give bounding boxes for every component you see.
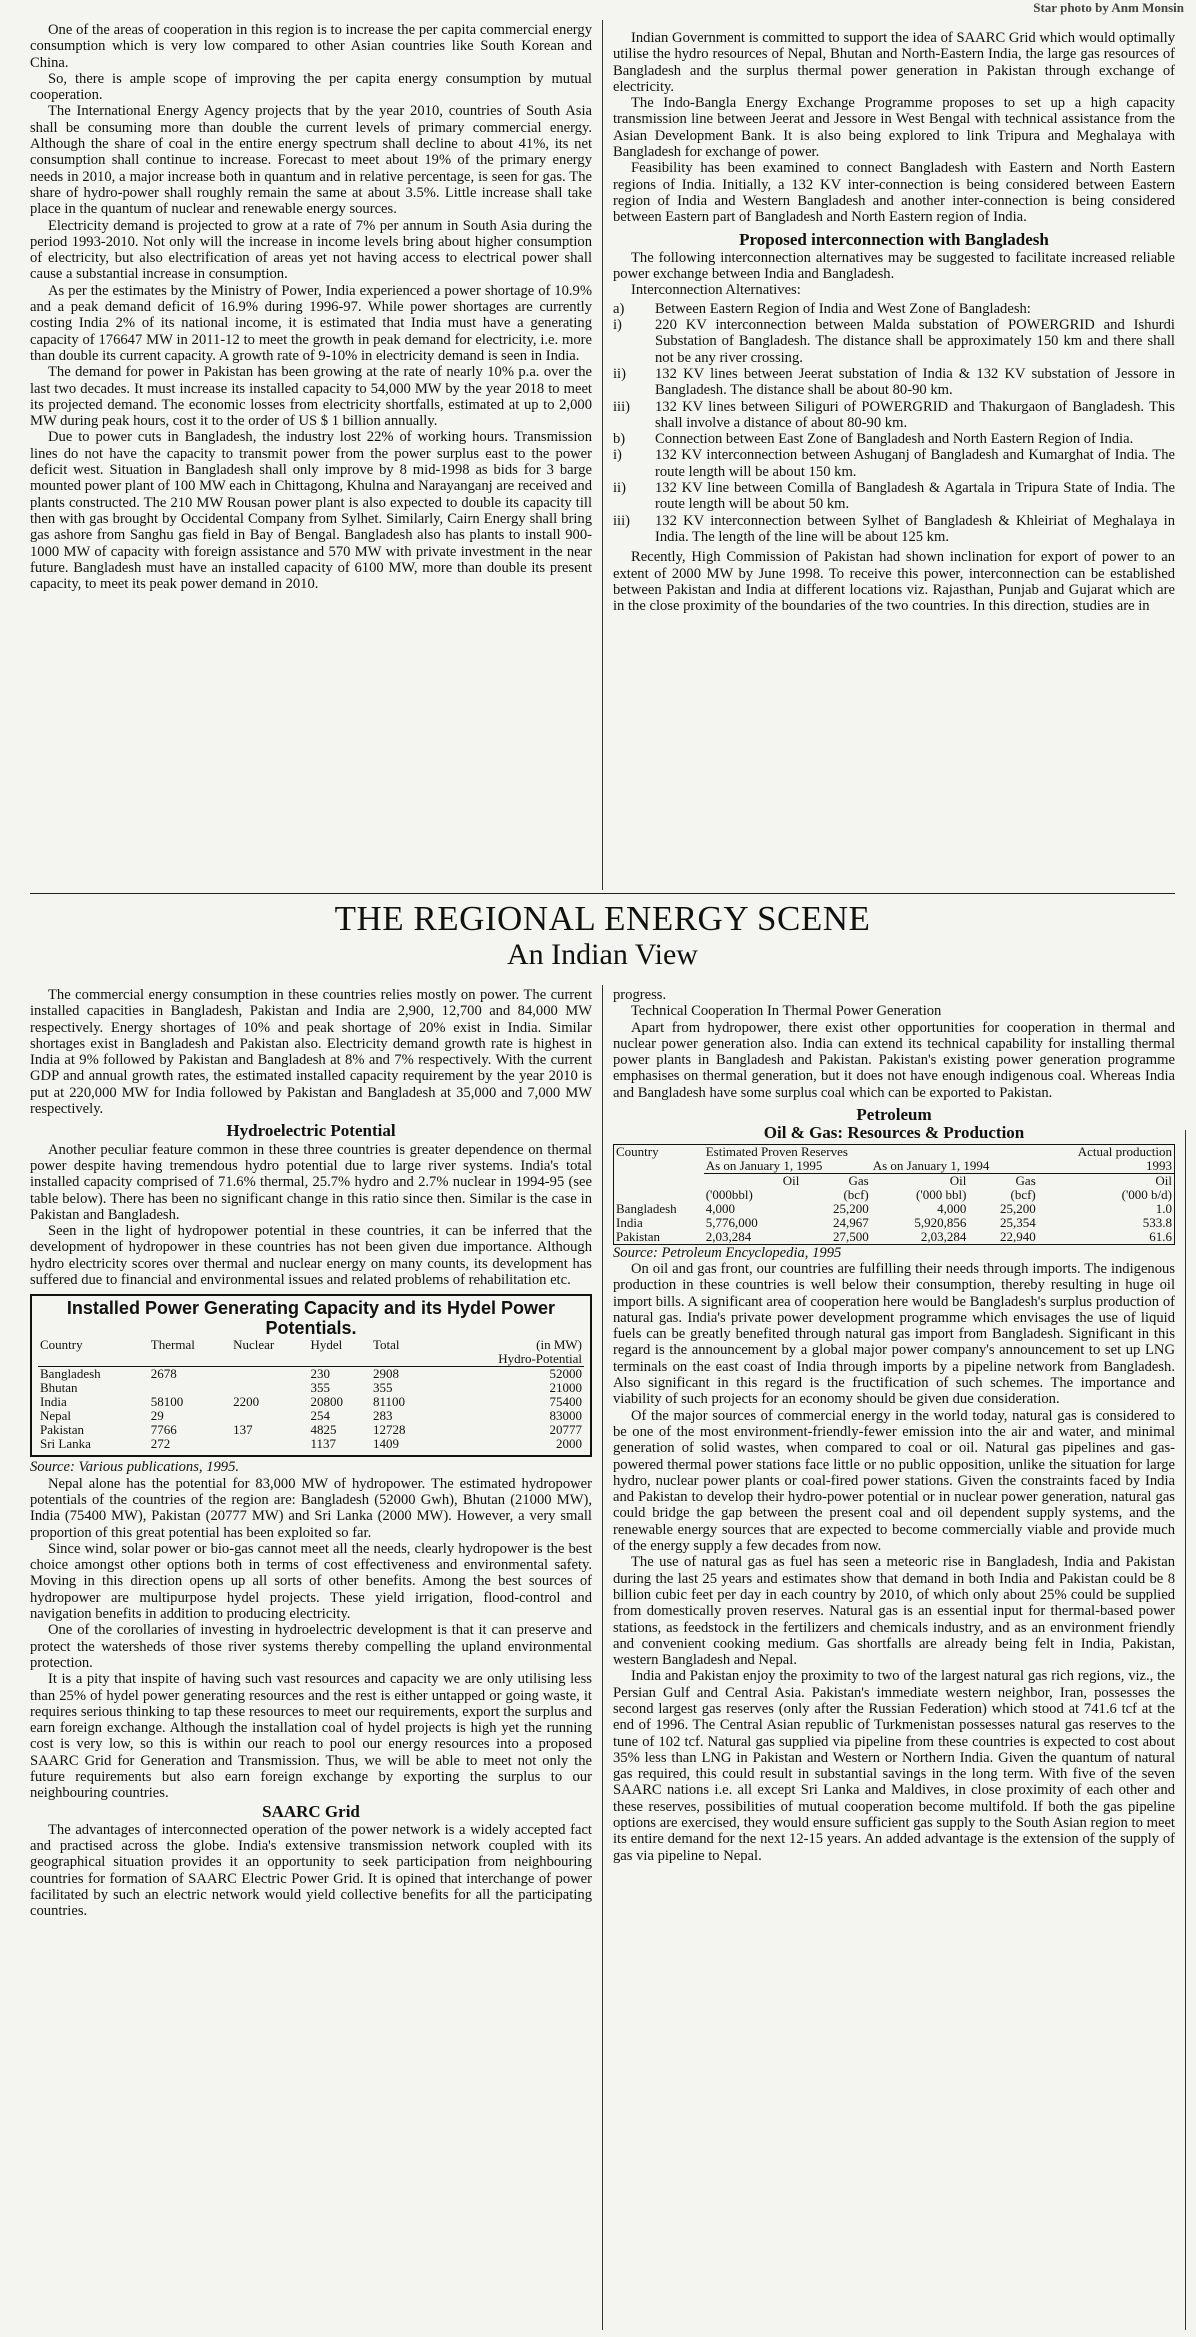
table-unit: ('000 bbl) (916, 1186, 967, 1202)
table-row (38, 1381, 584, 1395)
paragraph: progress. (613, 987, 667, 1003)
table-header: Potential (535, 1351, 582, 1367)
table-cell: 25,354 (1000, 1214, 1036, 1230)
item-text: 132 KV line between Comilla of Bangladesh & Agartala in Tripura State of India. The route length will be about 50 km. (655, 480, 1175, 513)
table-header: As on January 1, 1995 (704, 1159, 871, 1174)
alternatives-list (613, 301, 1175, 545)
list-item (613, 317, 1175, 366)
table-row (38, 1423, 584, 1437)
paragraph: So, there is ample scope of improving the per capita energy consumption by mutual cooperation. (30, 70, 592, 104)
table-cell: 137 (233, 1422, 253, 1438)
table-header: Country (38, 1338, 149, 1367)
table-header (434, 1338, 584, 1367)
table-row (614, 1230, 1175, 1245)
table-cell: 2200 (233, 1394, 260, 1410)
table-cell: Nepal (40, 1408, 72, 1424)
table-cell: 61.6 (1149, 1228, 1172, 1244)
paragraph: Due to power cuts in Bangladesh, the industry lost 22% of working hours. Transmission lines do not have the capacity to transmit power from the power surplus east to the power deficit west. Situation in Bangladesh shall only improve by 8 mid-1998 as bids for 3 barge mounted power plant of 100 MW each in Chittagong, Khulna and Narayanganj are received and plants constructed. The 210 MW Rousan power plant is also expected to double its capacity till then with gas brought by Occidental Company from Sylhet. Similarly, Cairn Energy shall bring gas ashore from Sanghu gas field in Bay of Bengal. Bangladesh also has plants to install 900-1000 MW of capacity with foreign assistance and 570 MW with private investment in the near future. Bangladesh must have an installed capacity of 6100 MW, more than double its present capacity, to meet its peak power demand in 2010. (30, 429, 592, 593)
top-left-column (30, 22, 592, 592)
article-title: THE REGIONAL ENERGY SCENE (334, 899, 871, 938)
table-header: Nuclear (231, 1338, 308, 1367)
table-cell: 20777 (549, 1422, 582, 1438)
paragraph: As per the estimates by the Ministry of Power, India experienced a power shortage of 10.9% and a peak demand deficit of 16.9% during 1996-97. While power shortages are currently costing India 2% of its national income, it is estimated that India must have a generating capacity of 176647 MW in 2011-12 to meet the growth in peak demand for electricity, i.e. more than double its current capacity. A growth rate of 9-10% in electricity demand is seen in India. (30, 282, 592, 364)
article-banner (30, 900, 1175, 972)
list-item (613, 431, 1175, 447)
table-header: Oil (782, 1172, 800, 1188)
list-item (613, 513, 1175, 546)
table-cell: Bangladesh (40, 1366, 101, 1382)
table-cell: 283 (373, 1408, 393, 1424)
bottom-left-column (30, 987, 592, 1920)
photo-credit: Star photo by Anm Monsin (1033, 0, 1184, 15)
item-label: ii) (613, 365, 626, 382)
table-cell (231, 1367, 308, 1382)
alternatives-title: Interconnection Alternatives: (631, 282, 801, 299)
paragraph: The advantages of interconnected operation of the power network is a widely accepted fact and practised across the globe. India's extensive transmission network coupled with its geographical situation provides it an opportunity to seek participation from neighbouring countries for formation of SAARC Electric Power Grid. It is opined that interchange of power facilitated by such an electric network would yield collective benefits for all the participating countries. (30, 1821, 592, 1920)
table-cell: 25,200 (1000, 1200, 1036, 1216)
paragraph: Nepal alone has the potential for 83,000 MW of hydropower. The estimated hydropower potentials of the countries of the region are: Bangladesh (52000 Gwh), Bhutan (21000 MW), India (75400 MW), Pakistan (20777 MW) and Sri Lanka (2000 MW). However, a very small proportion of this great potential has been exploited so far. (30, 1475, 592, 1541)
table-cell: 58100 (150, 1394, 184, 1410)
hydel-table-title: Installed Power Generating Capacity and its Hydel Power Potentials. (66, 1298, 556, 1339)
item-label: ii) (613, 480, 626, 497)
paragraph: Feasibility has been examined to connect Bangladesh with Eastern and North Eastern regions of India. Initially, a 132 KV inter-connection is being considered between Eastern region of India and Western Bangladesh and another inter-connection is being considered between Eastern part of Bangladesh and North Eastern region of India. (613, 160, 1175, 226)
item-label: a) (613, 300, 625, 317)
item-label: i) (613, 317, 622, 334)
table-cell: 355 (373, 1380, 393, 1396)
table-cell: 81100 (373, 1394, 406, 1410)
paragraph: The commercial energy consumption in these countries relies mostly on power. The current installed capacities in Bangladesh, Pakistan and India are 2,900, 12,700 and 84,000 MW respectively. Energy shortages of 10% and peak shortage of 20% exist in India. Similar shortages exist in Bangladesh and Pakistan also. Electricity demand growth rate is highest in India at 9% followed by Pakistan and Bangladesh at 8% and 7% respectively. With the current GDP and annual growth rates, the estimated installed capacity requirement by the year 2010 is put at 220,000 MW for India followed by Pakistan and Bangladesh at 35,000 and 7,000 MW respectively. (30, 987, 592, 1118)
table-cell: 1.0 (1155, 1200, 1172, 1216)
table-cell: 75400 (549, 1394, 582, 1410)
table-row (614, 1202, 1175, 1216)
table-unit: (bcf) (1010, 1186, 1036, 1202)
table-cell: 355 (310, 1380, 330, 1396)
paragraph: Seen in the light of hydropower potential in these countries, it can be inferred that the development of hydropower in these countries has not been given due importance. Although hydro electricity scores over thermal and nuclear energy on many counts, its development has suffered due to financial and environmental issues and related problems of rehabilitation etc. (30, 1223, 592, 1289)
table-unit: (in MW) (536, 1337, 582, 1353)
table-cell (231, 1437, 308, 1451)
table-header: Gas (848, 1172, 869, 1188)
table-cell: Bangladesh (616, 1200, 677, 1216)
table-cell: 2000 (556, 1436, 582, 1452)
table-unit: ('000 b/d) (1121, 1186, 1172, 1202)
item-text: Between Eastern Region of India and West Zone of Bangladesh: (655, 300, 1031, 317)
table-cell: 272 (150, 1436, 171, 1452)
paragraph: Another peculiar feature common in these three countries is greater dependence on thermal power despite having tremendous hydro potential due to large river systems. India's total installed capacity comprised of 71.6% thermal, 25.7% hydro and 2.7% nuclear in 1994-95 (see table below). There has been no significant change in this ratio since then. Similar is the case in Pakistan and Bangladesh. (30, 1141, 592, 1223)
table-cell: 5,776,000 (705, 1214, 758, 1230)
bottom-right-column (613, 987, 1175, 1864)
paragraph: One of the corollaries of investing in hydroelectric development is that it can preserve and protect the watersheds of those river systems thereby compelling the upland environmental protection. (30, 1622, 592, 1671)
paragraph: Apart from hydropower, there exist other opportunities for cooperation in thermal and nuclear power generation also. India can extend its technical capability for installing thermal power plants in Bangladesh and Pakistan. Pakistan's existing power generation programme emphasises on thermal generation, but it does not have enough indigenous coal. Whereas India and Bangladesh have some surplus coal which can be exported to Pakistan. (613, 1019, 1175, 1101)
table-row (38, 1395, 584, 1409)
item-label: b) (613, 431, 626, 448)
paragraph: Recently, High Commission of Pakistan had shown inclination for export of power to an extent of 2000 MW by June 1998. To receive this power, interconnection can be established between Pakistan and India at different locations viz. Rajasthan, Punjab and Gujarat which are in the close proximity of the boundaries of the two countries. In this direction, studies are in (613, 549, 1175, 615)
table-cell: 2678 (150, 1366, 177, 1382)
item-label: iii) (613, 398, 631, 415)
list-item (613, 366, 1175, 399)
table-header: Country (616, 1143, 659, 1159)
table-cell: Bhutan (40, 1380, 78, 1396)
table-cell: Pakistan (616, 1228, 661, 1244)
paragraph: On oil and gas front, our countries are fulfilling their needs through imports. The indigenous production in these countries is well below their consumption, thereby resulting in huge oil import bills. A significant area of cooperation here would be Bangladesh's surplus production of natural gas. India's private power development programme which envisages the use of liquid fuels can be greatly benefited through natural gas import from Bangladesh. Significant in this regard is the announcement by a global major power company's announcement to set up LNG terminals on the east coast of India through imports by a pipeline network from Bangladesh. Also significant in this regard is the fructification of such schemes. The importance and viability of such projects for an economy should be given due consideration. (613, 1260, 1175, 1408)
item-label: iii) (613, 512, 631, 529)
table-source: Source: Various publications, 1995. (30, 1459, 240, 1476)
list-item (613, 480, 1175, 513)
table-cell: 5,920,856 (914, 1214, 967, 1230)
table-cell: 27,500 (832, 1228, 869, 1244)
table-header: Actual production (1077, 1143, 1172, 1159)
paragraph: India and Pakistan enjoy the proximity to two of the largest natural gas rich regions, viz., the Persian Gulf and Central Asia. Pakistan's immediate western neighbor, Iran, possesses the second largest gas reserves (only after the Russian Federation) which stood at 741.6 tcf at the end of 1996. The Central Asian republic of Turkmenistan possesses natural gas reserves to the tune of 102 tcf. Natural gas supplied via pipeline from these countries is expected to cost about 35% less than LNG in Pakistan and Western or Northern India. Given the quantum of natural gas required, this could result in substantial savings in the long term. With five of the seven SAARC nations i.e. all except Sri Lanka and Maldives, in close proximity of each other and these reserves, possibilities of mutual cooperation become multifold. If both the gas pipeline options are exercised, they would ensure sufficient gas supply to the South Asian region to meet its entire demand for the next 12-15 years. An added advantage is the extension of the supply of gas via pipeline to Nepal. (613, 1668, 1175, 1864)
table-cell: 1409 (373, 1436, 400, 1452)
hydel-table (38, 1338, 584, 1451)
item-text: 132 KV interconnection between Ashuganj of Bangladesh and Kumarghat of India. The route length will be about 150 km. (655, 447, 1175, 480)
table-cell: 24,967 (832, 1214, 869, 1230)
table-cell: 83000 (549, 1408, 582, 1424)
column-divider-bottom (602, 985, 603, 2330)
table-header: Oil (949, 1172, 967, 1188)
table-cell (231, 1381, 308, 1395)
interconnection-heading: Proposed interconnection with Bangladesh (739, 229, 1049, 249)
paragraph: The following interconnection alternatives may be suggested to facilitate increased reliable power exchange between India and Bangladesh. (613, 249, 1175, 283)
table-cell (231, 1409, 308, 1423)
banner-rule-top (30, 893, 1175, 894)
table-cell: 4825 (310, 1422, 337, 1438)
table-cell: 2908 (373, 1366, 400, 1382)
paragraph: The use of natural gas as fuel has seen a meteoric rise in Bangladesh, India and Pakistan during the last 25 years and estimates show that demand in both India and Pakistan could be 8 billion cubic feet per day in each country by 2010, of which only about 25% could be supplied from domestically proven reserves. Natural gas is an essential input for thermal-based power stations, as feedstock in the fertilizers and chemicals industry, and as an environment friendly and convenient cooking medium. Gas shortfalls are already being felt in India, Pakistan, western Bangladesh and Nepal. (613, 1554, 1175, 1669)
paragraph: Indian Government is committed to support the idea of SAARC Grid which would optimally utilise the hydro resources of Nepal, Bhutan and North-Eastern India, the large gas resources of Bangladesh and the surplus thermal power generation in Pakistan through exchange of electricity. (613, 30, 1175, 95)
table-cell: Pakistan (40, 1422, 85, 1438)
table-header: 1993 (1038, 1159, 1175, 1174)
item-label: i) (613, 447, 622, 464)
table-cell: 2,03,284 (920, 1228, 967, 1244)
table-cell: 29 (150, 1408, 164, 1424)
table-header: Gas (1015, 1172, 1036, 1188)
item-text: 220 KV interconnection between Malda substation of POWERGRID and Ishurdi Substation of Bangladesh. The distance shall be approximately 150 km and there shall not be any river crossing. (655, 317, 1175, 366)
table-cell: 12728 (373, 1422, 406, 1438)
table-header: Estimated Proven Reserves (705, 1143, 848, 1159)
table-cell: 25,200 (832, 1200, 869, 1216)
table-cell: 533.8 (1142, 1214, 1172, 1230)
table-cell: Sri Lanka (40, 1436, 91, 1452)
table-unit: ('000bbl) (705, 1186, 753, 1202)
table-cell: 4,000 (937, 1200, 967, 1216)
item-text: 132 KV lines between Jeerat substation of India & 132 KV substation of Jessore in Bangladesh. The distance shall be about 80-90 km. (655, 365, 1175, 399)
table-cell: India (40, 1394, 67, 1410)
table-cell: 2,03,284 (705, 1228, 752, 1244)
paragraph: The demand for power in Pakistan has been growing at the rate of nearly 10% p.a. over the last two decades. It must increase its installed capacity to 54,000 MW by the year 2018 to meet its projected demand. The economic losses from electricity shortfalls, estimated at up to 2,000 MW during peak hours, cost it to the order of US $ 1 billion annually. (30, 364, 592, 430)
table-cell: 254 (310, 1408, 330, 1424)
table-header: Hydro- (498, 1351, 536, 1367)
petroleum-heading: Petroleum (856, 1105, 932, 1125)
paragraph: The International Energy Agency projects that by the year 2010, countries of South Asia shall be consuming more than double the current levels of primary commercial energy. Although the share of coal in the entire energy spectrum shall decline to about 41%, its net consumption shall continue to increase. Forecast to meet about 19% of the primary energy needs in 2010, a major increase both in quantum and in relative percentage, is seen for gas. The share of hydro-power shall roughly remain the same at about 3.5%. Little increase shall take place in the quantum of nuclear and renewable energy sources. (30, 103, 592, 218)
paragraph: Of the major sources of commercial energy in the world today, natural gas is considered to be one of the most environment-friendly-fewer emission into the air and water, and minimal generation of solid wastes, when compared to coal or oil. Natural gas pipelines and gas-powered thermal power stations face little or no public opposition, unlike the situation for large hydro, nuclear power plants or coal-fired power stations. Given the constraints faced by India and Pakistan to develop their hydro-power potential or in nuclear power generation, natural gas could bridge the gap between the present coal and oil dependent supply systems, and the renewable energy sources that are expected to become commercially viable and provide much of the energy supply a few decades from now. (613, 1407, 1175, 1555)
paragraph: Since wind, solar power or bio-gas cannot meet all the needs, clearly hydropower is the best choice amongst other options both in terms of cost effectiveness and environmental safety. Moving in this direction opens up all sorts of other benefits. Among the best sources of hydropower are multipurpose hydel projects. These yield irrigation, flood-control and navigation benefits in addition to producing electricity. (30, 1540, 592, 1623)
page-edge-rule (1185, 1130, 1186, 2330)
item-text: Connection between East Zone of Bangladesh and North Eastern Region of India. (655, 431, 1134, 448)
item-text: 132 KV lines between Siliguri of POWERGRID and Thakurgaon of Bangladesh. This shall involve a distance of about 80-90 km. (655, 398, 1175, 431)
list-item (613, 399, 1175, 432)
thermal-subheading: Technical Cooperation In Thermal Power Generation (631, 1003, 942, 1020)
hydro-heading: Hydroelectric Potential (226, 1121, 396, 1141)
article-subtitle: An Indian View (507, 938, 698, 971)
paragraph: Electricity demand is projected to grow at a rate of 7% per annum in South Asia during the period 1993-2010. Not only will the increase in income levels bring about higher consumption of electricity, but also electrification of areas yet not having access to electrical power shall cause a substantial increase in consumption. (30, 217, 592, 283)
table-header: Oil (1155, 1172, 1172, 1188)
hydel-table-box (30, 1294, 592, 1457)
table-cell: 22,940 (1000, 1228, 1036, 1244)
table-header: Total (371, 1338, 434, 1367)
table-cell (149, 1381, 231, 1395)
oil-gas-table (613, 1144, 1175, 1245)
oil-table-source: Source: Petroleum Encyclopedia, 1995 (613, 1244, 842, 1261)
paragraph: The Indo-Bangla Energy Exchange Programme proposes to set up a high capacity transmission line between Jeerat and Jessore in West Bengal with technical assistance from the Asian Development Bank. It is also being explored to link Tripura and Meghalaya with Bangladesh for exchange of power. (613, 95, 1175, 161)
column-divider-top (602, 20, 603, 890)
table-cell: 7766 (150, 1422, 177, 1438)
top-right-column (613, 30, 1175, 614)
oil-gas-heading: Oil & Gas: Resources & Production (763, 1123, 1025, 1143)
table-header: Hydel (308, 1338, 371, 1367)
table-row (38, 1437, 584, 1451)
table-cell: 230 (310, 1366, 330, 1382)
table-row (38, 1409, 584, 1423)
table-row (38, 1367, 584, 1382)
saarc-heading: SAARC Grid (262, 1801, 360, 1821)
table-cell: 52000 (549, 1366, 582, 1382)
table-cell: 20800 (310, 1394, 343, 1410)
list-item (613, 301, 1175, 317)
table-cell: 21000 (549, 1380, 582, 1396)
table-unit: (bcf) (843, 1186, 869, 1202)
table-header: Thermal (149, 1338, 231, 1367)
table-cell: 4,000 (705, 1200, 735, 1216)
paragraph: One of the areas of cooperation in this region is to increase the per capita commercial energy consumption which is very low compared to other Asian countries like South Korean and China. (30, 22, 592, 71)
table-cell: 1137 (310, 1436, 336, 1452)
item-text: 132 KV interconnection between Sylhet of Bangladesh & Khleiriat of Meghalaya in India. The length of the line will be about 125 km. (655, 512, 1175, 545)
table-row (614, 1216, 1175, 1230)
table-cell: India (616, 1214, 643, 1230)
list-item (613, 447, 1175, 480)
paragraph: It is a pity that inspite of having such vast resources and capacity we are only utilising less than 25% of hydel power generating resources and the rest is either untapped or going waste, it requires serious thinking to tap these resources to meet our requirements, export the surplus and earn foreign exchange. Although the installation coal of hydel projects is high yet the running cost is very low, so this is within our reach to pool our energy resources into a proposed SAARC Grid for Generation and Transmission. Thus, we will be able to meet not only the future requirements but also earn foreign exchange by exporting the surplus to our neighbouring countries. (30, 1671, 592, 1802)
table-header: As on January 1, 1994 (871, 1159, 1038, 1174)
